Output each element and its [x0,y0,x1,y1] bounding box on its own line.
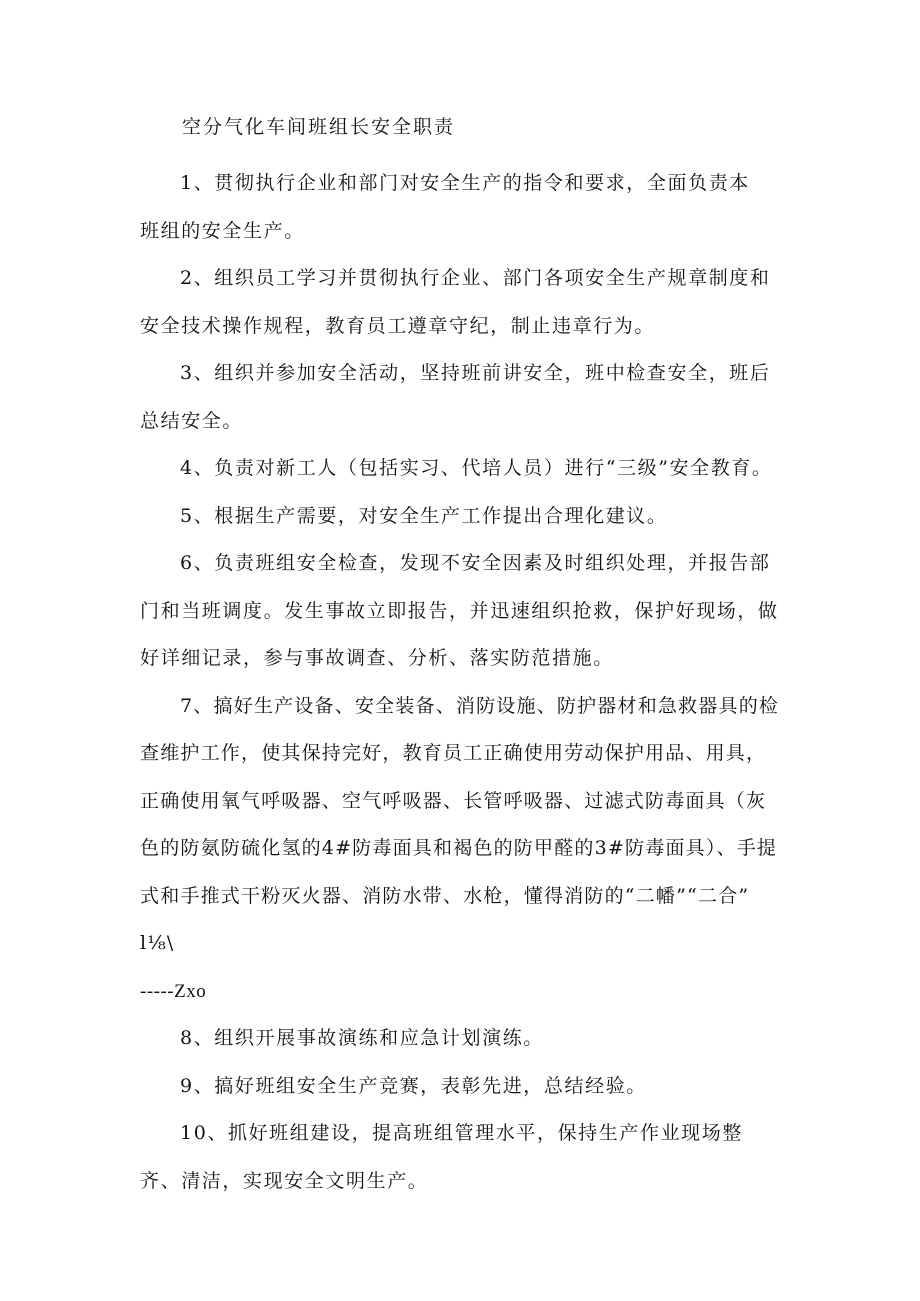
item-1-continuation [140,208,784,256]
item-10: 10、抓好班组建设，提高班组管理水平，保持生产作业现场整齐、清洁，实现安全文明生产。 [140,1122,743,1192]
item-3: 3、组织并参加安全活动，坚持班前讲安全，班中检查安全，班后总结安全。 [140,362,771,432]
item-5: 5、根据生产需要，对安全生产工作提出合理化建议。 [180,504,668,527]
item-1 [140,160,784,208]
item-8: 8、组织开展事故演练和应急计划演练。 [180,1027,544,1049]
item-9: 9、搞好班组安全生产竞赛，表彰先进，总结经验。 [180,1074,647,1097]
item-2: 2、组织员工学习并贯彻执行企业、部门各项安全生产规章制度和安全技术操作规程，教育员工遵章守纪，制止违章行为。 [140,267,771,337]
item-7: 7、搞好生产设备、安全装备、消防设施、防护器材和急救器具的检查维护工作，使其保持完好，教育员工正确使用劳动保护用品、用具，正确使用氧气呼吸器、空气呼吸器、长管呼吸器、过滤式防毒面具（灰色的防氨防硫化氢的4#防毒面具和褐色的防甲醛的3#防毒面具）、手提式和手推式干粉灭火器、消防水带、水枪，懂得消防的“二幡”“二合” l⅛\ [140,694,790,954]
item-1-line-2: 班组的安全生产。 [140,219,305,242]
document-title: 空分气化车间班组长安全职责 [182,116,456,138]
item-7-tail: -----Zxo [140,980,207,1002]
item-4: 4、负责对新工人（包括实习、代培人员）进行“三级”安全教育。 [180,457,773,479]
document-body [140,160,790,1205]
item-1-line-1: 1、贯彻执行企业和部门对安全生产的指令和要求，全面负责本 [180,172,750,194]
item-6: 6、负责班组安全检查，发现不安全因素及时组织处理，并报告部门和当班调度。发生事故立即报告，并迅速组织抢救，保护好现场，做好详细记录，参与事故调查、分析、落实防范措施。 [140,552,779,669]
